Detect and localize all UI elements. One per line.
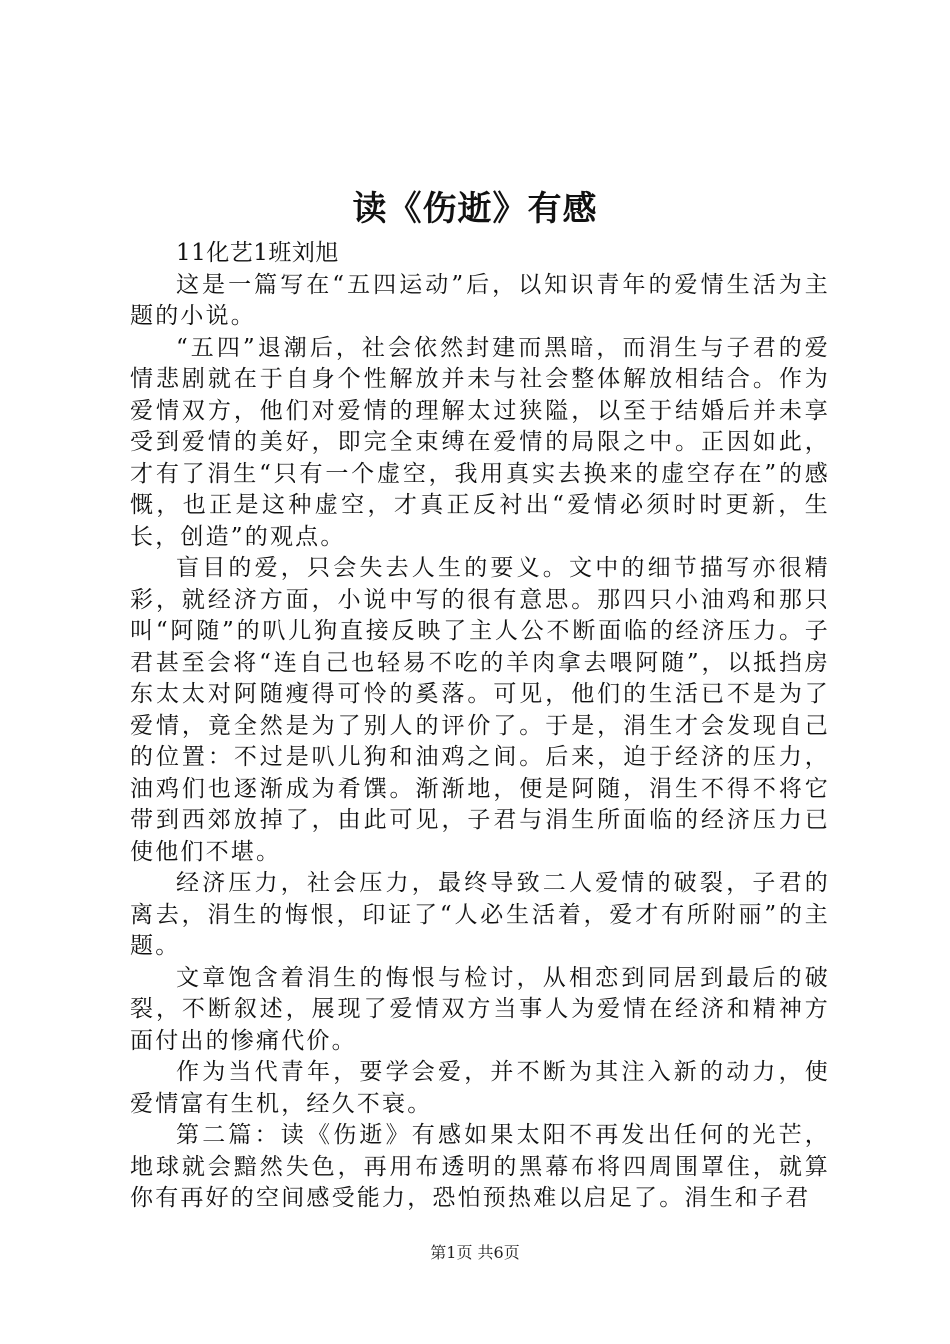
- paragraph-2: “五四”退潮后，社会依然封建而黑暗，而涓生与子君的爱情悲剧就在于自身个性解放并未与社会整体解放相结合。作为爱情双方，他们对爱情的理解太过狭隘，以至于结婚后并未享受到爱情的美好，即完全束缚在爱情的局限之中。正因如此，才有了涓生“只有一个虚空，我用真实去换来的虚空存在”的感慨，也正是这种虚空，才真正反衬出“爱情必须时时更新，生长，创造”的观点。: [130, 334, 830, 550]
- author-line: 11化艺1班刘旭: [176, 240, 339, 266]
- paragraph-5: 文章饱含着涓生的悔恨与检讨，从相恋到同居到最后的破裂，不断叙述，展现了爱情双方当事人为爱情在经济和精神方面付出的惨痛代价。: [130, 964, 830, 1054]
- paragraph-7: 第二篇：读《伤逝》有感如果太阳不再发出任何的光芒，地球就会黯然失色，再用布透明的黑幕布将四周围罩住，就算你有再好的空间感受能力，恐怕预热难以启足了。涓生和子君: [130, 1122, 830, 1211]
- document-body: [130, 238, 830, 1215]
- document-title: 读《伤逝》有感: [352, 189, 598, 229]
- paragraph-1: 这是一篇写在“五四运动”后，以知识青年的爱情生活为主题的小说。: [130, 271, 830, 329]
- paragraph-4: 经济压力，社会压力，最终导致二人爱情的破裂，子君的离去，涓生的悔恨，印证了“人必生活着，爱才有所附丽”的主题。: [130, 870, 830, 959]
- paragraph-3: 盲目的爱，只会失去人生的要义。文中的细节描写亦很精彩，就经济方面，小说中写的很有意思。那四只小油鸡和那只叫“阿随”的叭儿狗直接反映了主人公不断面临的经济压力。子君甚至会将“连自己也轻易不吃的羊肉拿去喂阿随”，以抵挡房东太太对阿随瘦得可怜的奚落。可见，他们的生活已不是为了爱情，竟全然是为了别人的评价了。于是，涓生才会发现自己的位置：不过是叭儿狗和油鸡之间。后来，迫于经济的压力，油鸡们也逐渐成为肴馔。渐渐地，便是阿随，涓生不得不将它带到西郊放掉了，由此可见，子君与涓生所面临的经济压力已使他们不堪。: [130, 555, 830, 865]
- paragraph-6: 作为当代青年，要学会爱，并不断为其注入新的动力，使爱情富有生机，经久不衰。: [130, 1059, 830, 1117]
- page-number-footer: 第1页 共6页: [430, 1243, 520, 1262]
